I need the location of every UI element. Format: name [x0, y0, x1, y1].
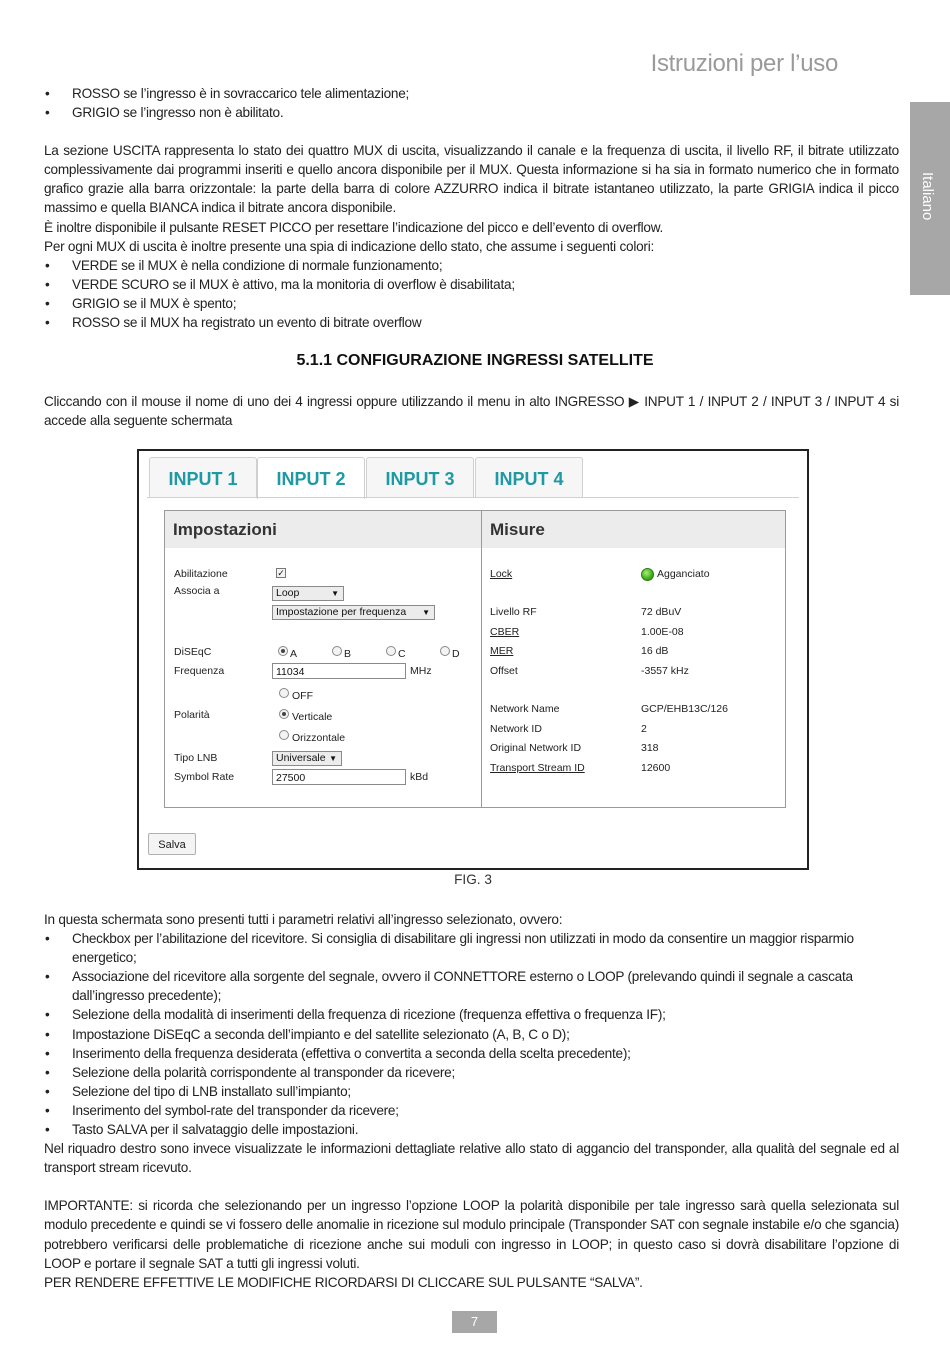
- save-button[interactable]: Salva: [148, 833, 196, 855]
- language-side-tab: [910, 102, 950, 295]
- top-text-block: [44, 84, 899, 332]
- final-note: PER RENDERE EFFETTIVE LE MODIFICHE RICORDARSI DI CLICCARE SUL PULSANTE “SALVA”.: [44, 1274, 643, 1290]
- input-status-list: [44, 84, 899, 122]
- lock-value: Agganciato: [657, 568, 710, 580]
- list-item: • ROSSO se l’ingresso è in sovraccarico tele alimentazione;: [44, 84, 899, 103]
- list-item: • ROSSO se il MUX ha registrato un evento di bitrate overflow: [44, 313, 899, 332]
- original-network-id-label: Original Network ID: [490, 742, 582, 754]
- polarita-option-off: OFF: [292, 690, 313, 702]
- network-id-label: Network ID: [490, 723, 542, 735]
- list-item: • Associazione del ricevitore alla sorgente del segnale, ovvero il CONNETTORE esterno o LOOP (prelevando quindi il segnale a cascata dall’ingresso precedente);: [44, 967, 899, 1005]
- diseqc-radio-d[interactable]: [440, 646, 450, 656]
- frequenza-input[interactable]: 11034: [272, 663, 406, 679]
- tipo-lnb-select[interactable]: [272, 751, 342, 766]
- diseqc-option-b: B: [344, 648, 352, 660]
- polarita-option-verticale: Verticale: [292, 711, 333, 723]
- abilitazione-label: Abilitazione: [174, 568, 228, 580]
- list-item: • Checkbox per l’abilitazione del ricevitore. Si consiglia di disabilitare gli ingressi non utilizzati in modo da consentire un maggior risparmio energetico;: [44, 929, 899, 967]
- symbol-rate-input[interactable]: 27500: [272, 769, 406, 785]
- mer-value: 16 dB: [641, 645, 669, 657]
- list-item: • VERDE se il MUX è nella condizione di normale funzionamento;: [44, 256, 899, 275]
- polarita-radio-verticale[interactable]: [279, 709, 289, 719]
- params-list: [44, 929, 899, 1139]
- params-intro: In questa schermata sono presenti tutti i parametri relativi all’ingresso selezionato, ovvero:: [44, 912, 563, 927]
- network-id-value: 2: [641, 723, 647, 735]
- livello-rf-label: Livello RF: [490, 606, 537, 618]
- tab-input-3[interactable]: INPUT 3: [366, 457, 474, 498]
- polarita-option-orizzontale: Orizzontale: [292, 732, 346, 744]
- cber-link[interactable]: CBER: [490, 626, 520, 638]
- page-number: 7: [452, 1311, 497, 1333]
- section-title: 5.1.1 CONFIGURAZIONE INGRESSI SATELLITE: [296, 352, 654, 369]
- chevron-down-icon: ▼: [329, 754, 337, 763]
- list-item: • VERDE SCURO se il MUX è attivo, ma la monitoria di overflow è disabilitata;: [44, 275, 899, 294]
- page-header-title: Istruzioni per l’uso: [650, 50, 838, 77]
- lock-status-led-icon: [641, 568, 654, 581]
- measures-heading: Misure: [482, 511, 785, 548]
- tipo-lnb-value: Universale: [276, 752, 326, 764]
- freq-mode-value: Impostazione per frequenza: [276, 606, 407, 618]
- mer-link[interactable]: MER: [490, 645, 514, 657]
- associa-value: Loop: [276, 587, 300, 599]
- settings-panel: [164, 510, 786, 808]
- abilitazione-checkbox[interactable]: ✓: [277, 568, 285, 578]
- chevron-down-icon: ▼: [331, 589, 339, 598]
- list-item: • Inserimento della frequenza desiderata (effettiva o convertita a seconda della scelta precedente);: [44, 1044, 899, 1063]
- tab-input-1[interactable]: INPUT 1: [149, 457, 257, 498]
- list-item: • Inserimento del symbol-rate del transponder da ricevere;: [44, 1101, 899, 1120]
- network-name-label: Network Name: [490, 703, 560, 715]
- lock-link[interactable]: Lock: [490, 568, 513, 580]
- tipo-lnb-label: Tipo LNB: [174, 752, 218, 764]
- polarita-radio-off[interactable]: [279, 688, 289, 698]
- list-item: • Selezione della modalità di inserimenti della frequenza di ricezione (frequenza effettiva o frequenza IF);: [44, 1005, 899, 1024]
- polarita-radio-orizzontale[interactable]: [279, 730, 289, 740]
- mux-paragraph: Per ogni MUX di uscita è inoltre presente una spia di indicazione dello stato, che assume i seguenti colori:: [44, 238, 654, 254]
- input-config-screenshot: [137, 449, 809, 870]
- associa-select[interactable]: [272, 586, 344, 601]
- uscita-paragraph: La sezione USCITA rappresenta lo stato dei quattro MUX di uscita, visualizzando il canale e la frequenza di uscita, il livello RF, il bitrate utilizzato complessivamente dai programmi inseriti e quello ancora disponibile per il MUX. Questa informazione si ha sia in formato numerico che in formato grafico grazie alla barra orizzontale: la parte della barra di colore AZZURRO indica il bitrate istantaneo utilizzato, la parte GRIGIA indica il picco massimo e quella BIANCA indica il bitrate ancora disponibile.: [44, 143, 899, 216]
- diseqc-radio-a[interactable]: [278, 646, 288, 656]
- right-box-paragraph: Nel riquadro destro sono invece visualizzate le informazioni dettagliate relative allo stato di aggancio del transponder, alla qualità del segnale ed al transport stream ricevuto.: [44, 1141, 899, 1176]
- tab-input-4[interactable]: INPUT 4: [475, 457, 583, 498]
- diseqc-option-a: A: [290, 648, 298, 660]
- list-item: • Selezione del tipo di LNB installato sull’impianto;: [44, 1082, 899, 1101]
- intro-block: [44, 392, 899, 430]
- frequenza-unit: MHz: [410, 665, 432, 677]
- list-item: • Tasto SALVA per il salvataggio delle impostazioni.: [44, 1120, 899, 1139]
- cber-value: 1.00E-08: [641, 626, 684, 638]
- frequenza-label: Frequenza: [174, 665, 225, 677]
- original-network-id-value: 318: [641, 742, 659, 754]
- language-label: Italiano: [919, 172, 936, 221]
- list-item: • GRIGIO se l’ingresso non è abilitato.: [44, 103, 899, 122]
- reset-paragraph: È inoltre disponibile il pulsante RESET PICCO per resettare l’indicazione del picco e dell’evento di overflow.: [44, 219, 664, 235]
- symbol-rate-label: Symbol Rate: [174, 771, 235, 783]
- polarita-label: Polarità: [174, 709, 210, 721]
- list-item: • Impostazione DiSEqC a seconda dell’impianto e del satellite selezionato (A, B, C o D);: [44, 1025, 899, 1044]
- tab-input-2[interactable]: INPUT 2: [257, 457, 365, 499]
- livello-rf-value: 72 dBuV: [641, 606, 682, 618]
- offset-value: -3557 kHz: [641, 665, 689, 677]
- associa-label: Associa a: [174, 585, 220, 597]
- important-paragraph: IMPORTANTE: si ricorda che selezionando per un ingresso l’opzione LOOP la polarità disponibile per tale ingresso sarà quella selezionata sul modulo precedente e quindi se vi fossero delle anomalie in ricezione sul modulo principale (Transponder SAT con segnale instabile e/o che sgancia) potrebbero verificarsi delle problematiche di ricezione anche sui moduli con ingresso in LOOP; in questo caso si dovrà disabilitare l’opzione di LOOP e portare il segnale SAT a tutti gli ingressi voluti.: [44, 1198, 899, 1271]
- list-item: • Selezione della polarità corrispondente al transponder da ricevere;: [44, 1063, 899, 1082]
- offset-label: Offset: [490, 665, 518, 677]
- intro-paragraph: Cliccando con il mouse il nome di uno dei 4 ingressi oppure utilizzando il menu in alto INGRESSO ▶ INPUT 1 / INPUT 2 / INPUT 3 / INPUT 4 si accede alla seguente schermata: [44, 394, 899, 429]
- transport-stream-id-value: 12600: [641, 762, 671, 774]
- figure-caption: FIG. 3: [454, 872, 492, 887]
- diseqc-radio-c[interactable]: [386, 646, 396, 656]
- mux-status-list: [44, 256, 899, 332]
- network-name-value: GCP/EHB13C/126: [641, 703, 728, 715]
- diseqc-label: DiSEqC: [174, 646, 212, 658]
- diseqc-radio-b[interactable]: [332, 646, 342, 656]
- settings-heading: Impostazioni: [165, 511, 481, 548]
- diseqc-option-d: D: [452, 648, 460, 660]
- diseqc-option-c: C: [398, 648, 406, 660]
- symbol-rate-unit: kBd: [410, 771, 429, 783]
- list-item: • GRIGIO se il MUX è spento;: [44, 294, 899, 313]
- chevron-down-icon: ▼: [422, 608, 430, 617]
- transport-stream-id-link[interactable]: Transport Stream ID: [490, 762, 585, 774]
- freq-mode-select[interactable]: [272, 605, 435, 620]
- params-block: [44, 910, 899, 1292]
